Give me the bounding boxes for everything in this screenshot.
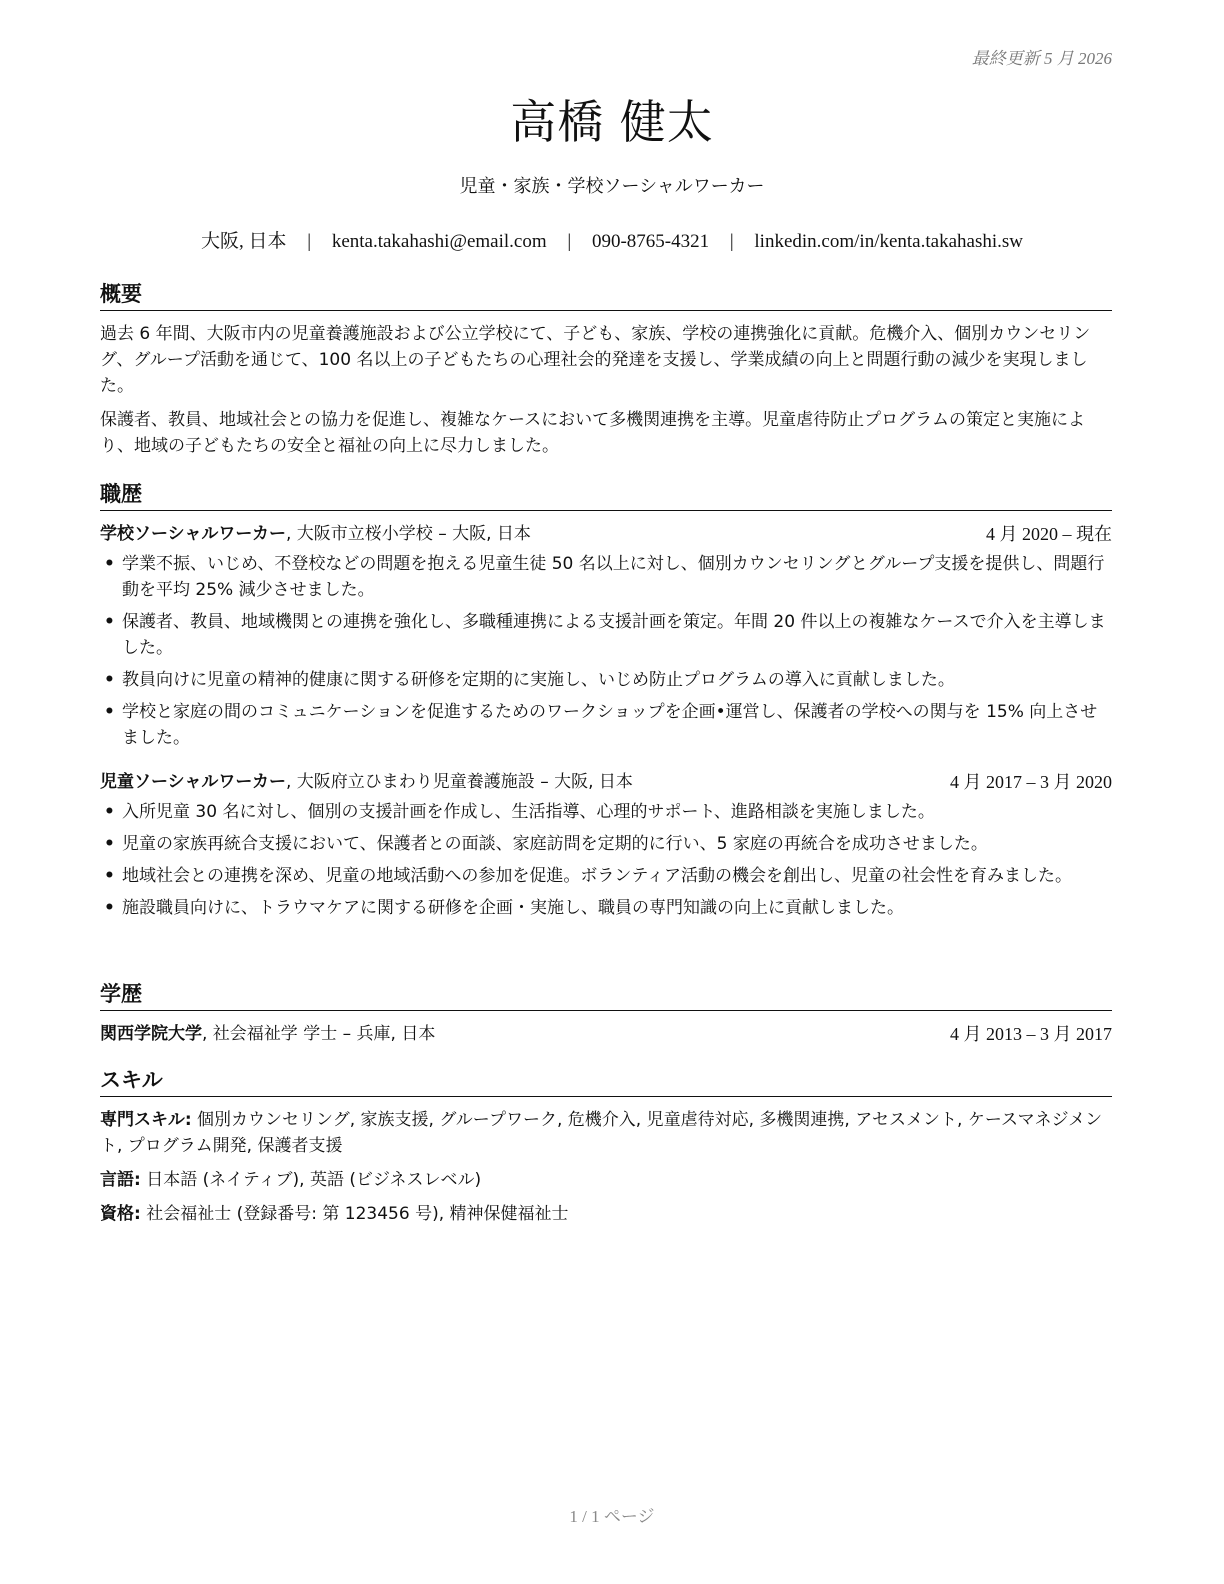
section-title-summary: 概要 [100,278,1112,311]
contact-separator: | [567,231,572,252]
education-school: 関西学院大学 [100,1024,202,1044]
section-title-experience: 職歴 [100,478,1112,511]
candidate-name: 高橋 健太 [510,95,714,149]
job-entry [100,521,1112,751]
job-role: 児童ソーシャルワーカー [100,772,286,792]
skill-value: 個別カウンセリング, 家族支援, グループワーク, 危機介入, 児童虐待対応, 多機関連携, アセスメント, ケースマネジメント, プログラム開発, 保護者支援 [100,1110,1103,1156]
job-org: , 大阪府立ひまわり児童養護施設 – 大阪, 日本 [285,772,633,792]
contact-separator: | [307,231,312,252]
job-org: , 大阪市立桜小学校 – 大阪, 日本 [285,524,531,544]
job-bullet: • 児童の家族再統合支援において、保護者との面談、家庭訪問を定期的に行い、5 家庭の再統合を成功させました。 [100,831,1112,857]
skill-label: 言語: [100,1170,141,1190]
skill-label: 専門スキル: [100,1110,192,1130]
skill-label: 資格: [100,1204,141,1224]
job-bullets [100,799,1112,921]
contact-linkedin[interactable]: linkedin.com/in/kenta.takahashi.sw [754,231,1023,252]
contact-location: 大阪, 日本 [200,231,287,252]
education-entry [100,1021,1112,1047]
contact-email[interactable]: kenta.takahashi@email.com [331,231,547,252]
skill-line-certifications [100,1201,1112,1227]
last-updated: 最終更新 5 月 2026 [971,49,1112,68]
skill-value: 社会福祉士 (登録番号: 第 123456 号), 精神保健福祉士 [140,1204,569,1224]
job-bullet: • 地域社会との連携を深め、児童の地域活動への参加を促進。ボランティア活動の機会を創出し、児童の社会性を育みました。 [100,863,1112,889]
contact-separator: | [729,231,734,252]
job-role: 学校ソーシャルワーカー [100,524,286,544]
summary-paragraph: 保護者、教員、地域社会との協力を促進し、複雑なケースにおいて多機関連携を主導。児童虐待防止プログラムの策定と実施により、地域の子どもたちの安全と福祉の向上に尽力しました。 [100,410,1085,456]
job-bullet: • 教員向けに児童の精神的健康に関する研修を定期的に実施し、いじめ防止プログラムの導入に貢献しました。 [100,667,1112,693]
education-dates: 4 月 2013 – 3 月 2017 [950,1024,1112,1044]
skill-line-languages [100,1167,1112,1193]
job-bullet: • 施設職員向けに、トラウマケアに関する研修を企画・実施し、職員の専門知識の向上に貢献しました。 [100,895,1112,921]
job-bullet: • 保護者、教員、地域機関との連携を強化し、多職種連携による支援計画を策定。年間 20 件以上の複雑なケースで介入を主導しました。 [100,609,1112,661]
job-dates: 4 月 2020 – 現在 [986,524,1112,544]
skill-value: 日本語 (ネイティブ), 英語 (ビジネスレベル) [140,1170,482,1190]
job-bullet: • 学業不振、いじめ、不登校などの問題を抱える児童生徒 50 名以上に対し、個別カウンセリングとグループ支援を提供し、問題行動を平均 25% 減少させました。 [100,551,1112,603]
page-indicator: 1 / 1 ページ [569,1507,655,1526]
job-bullet: • 入所児童 30 名に対し、個別の支援計画を作成し、生活指導、心理的サポート、進路相談を実施しました。 [100,799,1112,825]
skill-line-professional [100,1107,1112,1159]
job-header [100,521,1112,547]
summary-paragraph: 過去 6 年間、大阪市内の児童養護施設および公立学校にて、子ども、家族、学校の連携強化に貢献。危機介入、個別カウンセリング、グループ活動を通じて、100 名以上の子どもたちの心理社会的発達を支援し、学業成績の向上と問題行動の減少を実現しました。 [100,324,1091,396]
education-section [100,978,1112,1051]
summary-section [100,278,1112,467]
headline: 児童・家族・学校ソーシャルワーカー [459,176,765,197]
job-bullet: • 学校と家庭の間のコミュニケーションを促進するためのワークショップを企画•運営し、保護者の学校への関与を 15% 向上させました。 [100,699,1112,751]
experience-section [100,478,1112,939]
contact-phone[interactable]: 090-8765-4321 [591,231,710,252]
skills-section [100,1064,1112,1235]
job-header [100,769,1112,795]
contact-line [0,226,1224,253]
job-dates: 4 月 2017 – 3 月 2020 [950,772,1112,792]
section-title-skills: スキル [100,1064,1112,1097]
education-degree: , 社会福祉学 学士 – 兵庫, 日本 [202,1024,436,1044]
job-entry [100,769,1112,921]
section-title-education: 学歴 [100,978,1112,1011]
job-bullets [100,551,1112,751]
